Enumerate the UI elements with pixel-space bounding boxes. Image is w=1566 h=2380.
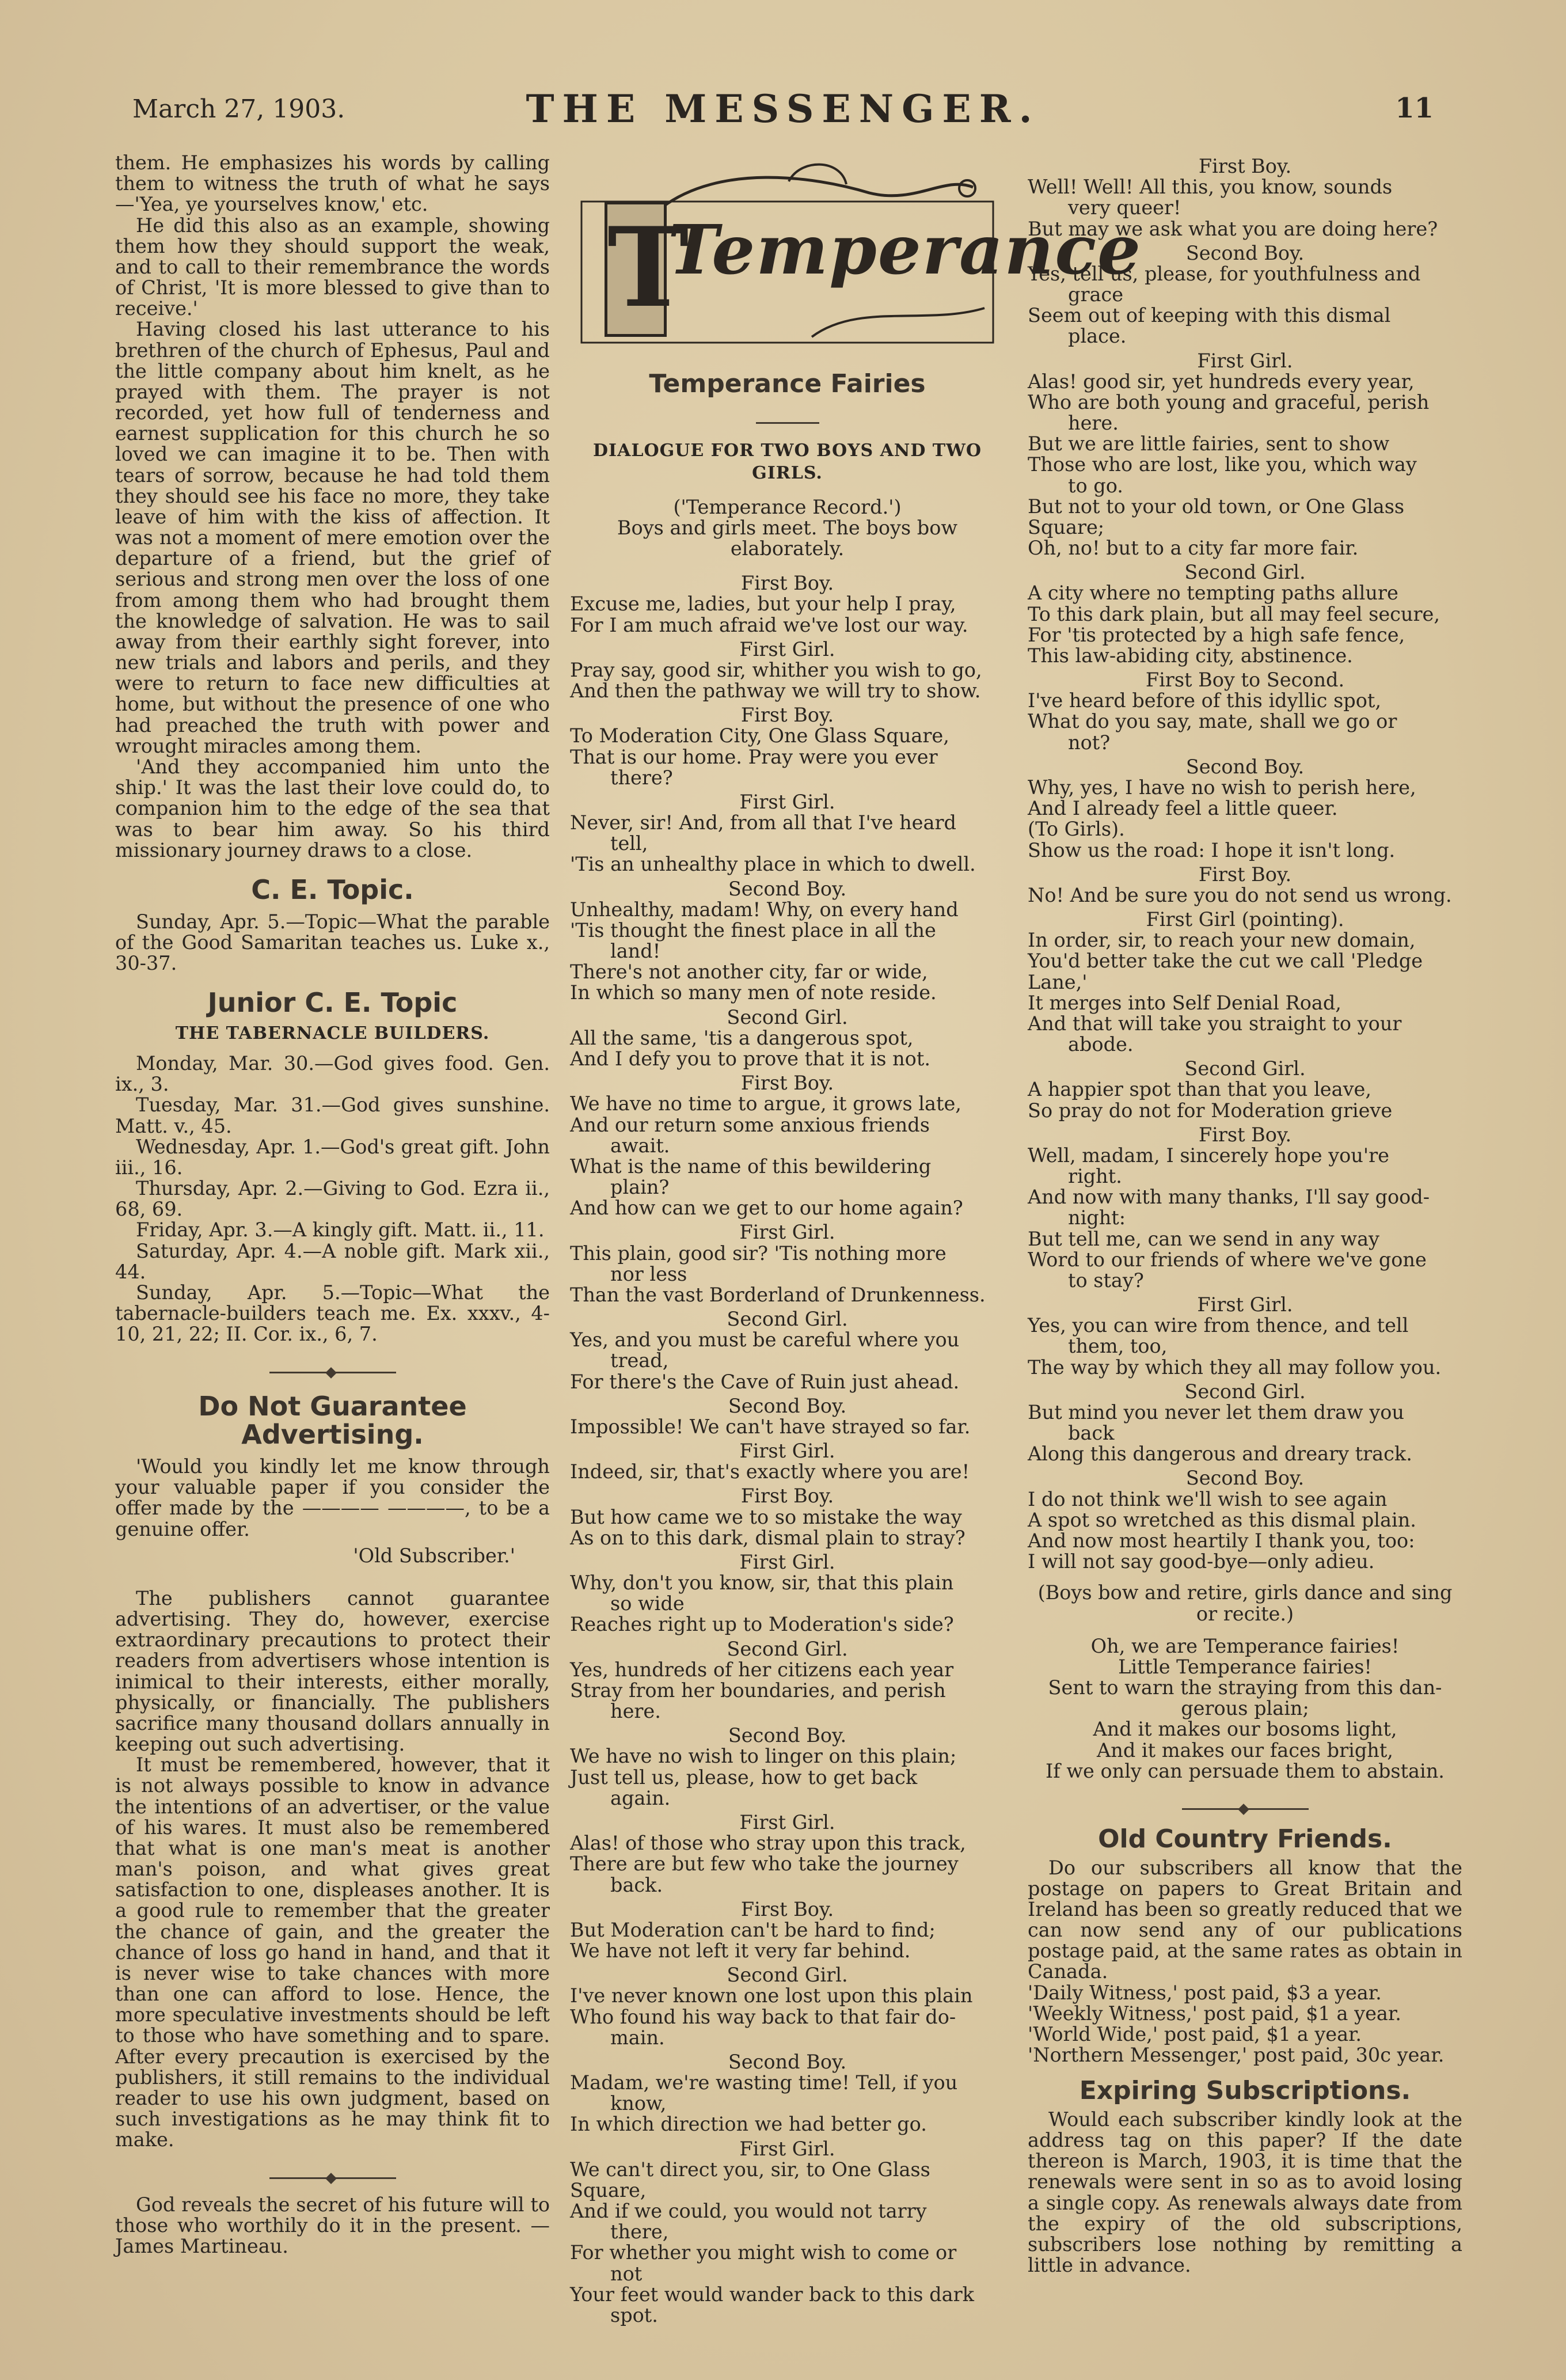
speaker-name: Second Boy. bbox=[728, 1724, 847, 1747]
song-line: If we only can persuade them to abstain. bbox=[1046, 1759, 1445, 1782]
dialogue-title: Temperance Fairies bbox=[649, 369, 926, 398]
speaker-name: First Girl. bbox=[1197, 349, 1293, 372]
verse-line: Unhealthy, madam! Why, on every hand bbox=[570, 898, 959, 921]
spoken-lines bbox=[1028, 1489, 1462, 1573]
verse-line: In which direction we had better go. bbox=[570, 2113, 927, 2136]
verse-line: I've heard before of this idyllic spot, bbox=[1028, 689, 1382, 712]
verse-line: We have no wish to linger on this plain; bbox=[570, 1745, 957, 1768]
verse-line: Than the vast Borderland of Drunkenness. bbox=[570, 1283, 986, 1306]
verse-line: And if we could, you would not tarry bbox=[570, 2200, 927, 2223]
speaker-name: First Girl. bbox=[739, 1221, 835, 1244]
verse-line: nor less bbox=[610, 1262, 687, 1285]
topic-item: Monday, Mar. 30.—God gives food. Gen. ix., 3. bbox=[115, 1052, 550, 1096]
verse-line: I do not think we'll wish to see again bbox=[1028, 1487, 1388, 1510]
verse-line: This law-abiding city, abstinence. bbox=[1028, 644, 1353, 667]
topic-item: Saturday, Apr. 4.—A noble gift. Mark xii., 44. bbox=[115, 1239, 550, 1283]
newspaper-title: THE MESSENGER. bbox=[526, 86, 1040, 131]
verse-line: In which so many men of note reside. bbox=[570, 981, 937, 1004]
verse-line: Madam, we're wasting time! Tell, if you bbox=[570, 2071, 958, 2094]
verse-line: But we are little fairies, sent to show bbox=[1028, 432, 1390, 455]
speaker-name: Second Boy. bbox=[728, 877, 847, 900]
verse-line: grace bbox=[1068, 283, 1124, 306]
verse-line: There are but few who take the journey bbox=[570, 1853, 959, 1876]
speaker-name: Second Girl. bbox=[727, 1637, 848, 1660]
old-country-heading: Old Country Friends. bbox=[1098, 1824, 1392, 1854]
verse-line: 'Tis thought the finest place in all the bbox=[570, 918, 936, 942]
spoken-lines bbox=[570, 1507, 1005, 1548]
verse-line: night: bbox=[1068, 1206, 1126, 1229]
verse-line: Your feet would wander back to this dark bbox=[570, 2283, 974, 2306]
spoken-lines bbox=[570, 899, 1005, 1004]
spoken-lines bbox=[1028, 371, 1462, 559]
verse-line: here. bbox=[610, 1700, 661, 1723]
spoken-lines bbox=[1028, 1315, 1462, 1378]
verse-line: And then the pathway we will try to show. bbox=[570, 680, 981, 703]
spoken-lines bbox=[1028, 777, 1462, 861]
speaker-name: First Girl. bbox=[739, 2137, 835, 2160]
expiring-text: Would each subscriber kindly look at the address tag on this paper? If the date thereon is March, 1903, it is time that the renewals were sent in so as to avoid losing a single copy. As renewals always date from the expiry of the old subscriptions, subscribers lose nothing by remitting a little in advance. bbox=[1028, 2108, 1462, 2277]
spoken-lines bbox=[570, 1462, 1005, 1482]
verse-line: there, bbox=[610, 2220, 669, 2244]
speaker-name: Second Boy. bbox=[1185, 755, 1305, 778]
stage-direction: Boys and girls meet. The boys bow elaborately. bbox=[617, 516, 958, 560]
song-line: gerous plain; bbox=[1181, 1697, 1309, 1720]
verse-line: We can't direct you, sir, to One Glass bbox=[570, 2158, 930, 2181]
verse-line: And how can we get to our home again? bbox=[570, 1197, 963, 1220]
verse-line: abode. bbox=[1068, 1033, 1134, 1056]
speaker-name: First Girl. bbox=[739, 790, 835, 813]
speaker-name: Second Girl. bbox=[727, 1964, 848, 1987]
verse-line: very queer! bbox=[1068, 196, 1181, 219]
speaker-name: Second Girl. bbox=[1184, 1057, 1306, 1080]
verse-line: there? bbox=[610, 766, 673, 789]
verse-line: And I already feel a little queer. bbox=[1028, 797, 1338, 820]
spoken-lines bbox=[1028, 264, 1462, 347]
spoken-lines bbox=[570, 1243, 1005, 1306]
song-line: Little Temperance fairies! bbox=[1118, 1655, 1372, 1678]
letter-signature: 'Old Subscriber.' bbox=[353, 1544, 515, 1567]
spoken-lines bbox=[570, 1986, 1005, 2048]
verse-line: But not to your old town, or One Glass bbox=[1028, 495, 1405, 518]
verse-line: And that will take you straight to your bbox=[1028, 1012, 1402, 1035]
verse-line: To Moderation City, One Glass Square, bbox=[570, 724, 949, 747]
verse-line: main. bbox=[610, 2026, 665, 2049]
verse-line: again. bbox=[610, 1786, 671, 1809]
spoken-lines bbox=[1028, 1079, 1462, 1121]
verse-line: It merges into Self Denial Road, bbox=[1028, 991, 1341, 1014]
verse-line: Well, madam, I sincerely hope you're bbox=[1028, 1144, 1389, 1167]
verse-line: You'd better take the cut we call 'Pledge bbox=[1028, 950, 1423, 973]
verse-line: And now most heartily I thank you, too: bbox=[1028, 1529, 1415, 1552]
spoken-lines bbox=[570, 594, 1005, 635]
speaker-name: Second Boy. bbox=[1185, 1467, 1305, 1490]
verse-line: here. bbox=[1068, 412, 1119, 435]
verse-line: Why, don't you know, sir, that this plain bbox=[570, 1572, 954, 1595]
song-line: Sent to warn the straying from this dan- bbox=[1048, 1676, 1442, 1699]
verse-line: Yes, you can wire from thence, and tell bbox=[1028, 1314, 1409, 1337]
verse-line: spot. bbox=[610, 2303, 658, 2326]
verse-line: And our return some anxious friends bbox=[570, 1113, 930, 1136]
dialogue-lines-continued bbox=[1028, 156, 1462, 1572]
article-paragraph: He did this also as an example, showing them how they should support the weak, and to call to their remembrance the words of Christ, 'It is more blessed to give than to receive.' bbox=[115, 214, 550, 320]
speaker-name: Second Girl. bbox=[727, 1308, 848, 1331]
verse-line: What is the name of this bewildering bbox=[570, 1155, 932, 1178]
advertising-paragraph: The publishers cannot guarantee advertising. They do, however, exercise extraordinary precautions to protect their readers from advertisers whose intention is inimical to their interests, either morally, physically, or financially. The publishers sacrifice many thousand dollars annually in keeping out such advertising. bbox=[115, 1586, 550, 1756]
verse-line: I will not say good-bye—only adieu. bbox=[1028, 1550, 1375, 1573]
verse-line: For 'tis protected by a high safe fence, bbox=[1028, 623, 1405, 646]
verse-line: There's not another city, far or wide, bbox=[570, 961, 928, 984]
speaker-name: Second Boy. bbox=[1185, 241, 1305, 264]
verse-line: Yes, hundreds of her citizens each year bbox=[570, 1658, 954, 1681]
verse-line: So pray do not for Moderation grieve bbox=[1028, 1099, 1393, 1122]
verse-line: Show us the road: I hope it isn't long. bbox=[1028, 838, 1396, 861]
verse-line: In order, sir, to reach your new domain, bbox=[1028, 929, 1416, 952]
verse-line: to stay? bbox=[1068, 1269, 1144, 1292]
dialogue-subtitle: DIALOGUE FOR TWO BOYS AND TWO GIRLS. bbox=[593, 440, 982, 483]
verse-line: right. bbox=[1068, 1165, 1122, 1188]
verse-line: tell, bbox=[610, 832, 648, 855]
speaker-name: Second Girl. bbox=[727, 1005, 848, 1028]
verse-line: Pray say, good sir, whither you wish to go, bbox=[570, 658, 982, 681]
spoken-lines bbox=[570, 813, 1005, 875]
verse-line: Reaches right up to Moderation's side? bbox=[570, 1613, 954, 1636]
junior-ce-heading: Junior C. E. Topic bbox=[207, 987, 458, 1019]
verse-line: What do you say, mate, shall we go or bbox=[1028, 710, 1397, 733]
column-right bbox=[1028, 153, 1462, 2276]
speaker-name: First Boy. bbox=[740, 704, 834, 727]
article-paragraph: them. He emphasizes his words by calling them to witness the truth of what he says—'Yea, ye yourselves know,' etc. bbox=[115, 151, 550, 216]
verse-line: That is our home. Pray were you ever bbox=[570, 745, 938, 768]
verse-line: Well! Well! All this, you know, sounds bbox=[1028, 176, 1393, 199]
spoken-lines bbox=[570, 660, 1005, 701]
speaker-name: First Girl. bbox=[739, 637, 835, 661]
verse-line: But tell me, can we send in any way bbox=[1028, 1227, 1379, 1250]
spoken-lines bbox=[570, 1028, 1005, 1069]
spoken-lines bbox=[570, 1746, 1005, 1809]
verse-line: so wide bbox=[610, 1592, 685, 1615]
banner-word: Temperance bbox=[668, 210, 1142, 290]
spoken-lines bbox=[570, 1573, 1005, 1635]
spoken-lines bbox=[1028, 1145, 1462, 1291]
spoken-lines bbox=[570, 1660, 1005, 1722]
verse-line: await. bbox=[610, 1134, 670, 1157]
verse-line: land! bbox=[610, 940, 661, 963]
dialogue-lines bbox=[570, 573, 1005, 2326]
advertising-heading: Do Not Guarantee Advertising. bbox=[198, 1390, 467, 1451]
verse-line: Yes, tell us, please, for youthfulness and bbox=[1028, 262, 1421, 285]
verse-line: Stray from her boundaries, and perish bbox=[570, 1679, 946, 1702]
verse-line: (To Girls). bbox=[1028, 818, 1125, 841]
drop-cap-t-icon: T bbox=[605, 202, 667, 337]
speaker-name: First Girl. bbox=[1197, 1293, 1293, 1316]
topic-item: Tuesday, Mar. 31.—God gives sunshine. Matt. v., 45. bbox=[115, 1094, 550, 1137]
spoken-lines bbox=[570, 1330, 1005, 1392]
article-paragraph: Having closed his last utterance to his brethren of the church of Ephesus, Paul and the little company about him knelt, as he prayed with them. The prayer is not recorded, yet how full of tenderness and earnest supplication for this church he so loved we can imagine it to be. Then with tears of sorrow, because he had told them they should see his face no more, they take leave of him with the kiss of affection. It was not a moment of mere emotion over the departure of a friend, but the grief of serious and strong men over the loss of one from among them who had brought them the knowledge of salvation. He was to sail away from their earthly sight forever, into new trials and labors and perils, and they were to return to face new difficulties at home, but without the presence of one who had preached the truth with power and wrought miracles among them. bbox=[115, 318, 550, 757]
speaker-name: First Boy. bbox=[1198, 863, 1292, 886]
ce-topic-text: Sunday, Apr. 5.—Topic—What the parable of the Good Samaritan teaches us. Luke x., 30-37. bbox=[115, 910, 550, 974]
price-line: 'Daily Witness,' post paid, $3 a year. bbox=[1028, 1981, 1382, 2004]
column-left bbox=[115, 153, 550, 2257]
topic-item: Sunday, Apr. 5.—Topic—What the tabernacle-builders teach me. Ex. xxxv., 4-10, 21, 22; II. Cor. ix., 6, 7. bbox=[115, 1281, 550, 1346]
speaker-name: First Boy. bbox=[740, 1485, 834, 1508]
speaker-name: Second Girl. bbox=[1184, 1380, 1306, 1403]
price-line: 'Weekly Witness,' post paid, $1 a year. bbox=[1028, 2002, 1401, 2025]
verse-line: But mind you never let them draw you bbox=[1028, 1400, 1404, 1424]
advertising-paragraph: It must be remembered, however, that it is not always possible to know in advance the intentions of an advertiser, or the value of his wares. It must also be remembered that what is one man's meat is another man's poison, and what gives great satisfaction to one, displeases another. It is a good rule to remember that the greater the chance of gain, and the greater the chance of loss go hand in hand, and that it is never wise to take chances with more than one can afford to lose. Hence, the more speculative investments should be left to those who have something and to spare. After every precaution is exercised by the publishers, it still remains to the individual reader to use his own judgment, based on such investigations as he may think fit to make. bbox=[115, 1753, 550, 2151]
spoken-lines bbox=[570, 1094, 1005, 1219]
verse-line: Seem out of keeping with this dismal bbox=[1028, 304, 1391, 327]
verse-line: Who found his way back to that fair do- bbox=[570, 2005, 956, 2028]
masthead bbox=[132, 86, 1434, 144]
verse-line: not? bbox=[1068, 731, 1111, 754]
verse-line: know, bbox=[610, 2092, 667, 2115]
spoken-lines bbox=[570, 2072, 1005, 2135]
spoken-lines bbox=[570, 1920, 1005, 1961]
speaker-name: First Boy. bbox=[740, 1072, 834, 1095]
verse-line: And now with many thanks, I'll say good- bbox=[1028, 1186, 1430, 1209]
verse-line: A city where no tempting paths allure bbox=[1028, 582, 1398, 605]
speaker-name: First Boy to Second. bbox=[1145, 669, 1345, 692]
verse-line: A spot so wretched as this dismal plain. bbox=[1028, 1508, 1416, 1531]
verse-line: No! And be sure you do not send us wrong. bbox=[1028, 883, 1452, 906]
ce-topic-heading: C. E. Topic. bbox=[251, 874, 414, 905]
spoken-lines bbox=[1028, 690, 1462, 753]
song-line: Oh, we are Temperance fairies! bbox=[1090, 1634, 1400, 1657]
topic-item: Friday, Apr. 3.—A kingly gift. Matt. ii., 11. bbox=[136, 1219, 545, 1242]
spoken-lines bbox=[570, 726, 1005, 788]
verse-line: place. bbox=[1068, 325, 1127, 348]
song-line: And it makes our bosoms light, bbox=[1093, 1718, 1397, 1741]
verse-line: them, too, bbox=[1068, 1335, 1168, 1358]
verse-line: For I am much afraid we've lost our way. bbox=[570, 613, 968, 636]
spoken-lines bbox=[1028, 885, 1462, 906]
verse-line: A happier spot than that you leave, bbox=[1028, 1078, 1371, 1101]
spoken-lines bbox=[570, 2159, 1005, 2326]
verse-line: not bbox=[610, 2262, 643, 2285]
dialogue-source: ('Temperance Record.') bbox=[673, 495, 902, 518]
verse-line: For whether you might wish to come or bbox=[570, 2241, 957, 2264]
spoken-lines bbox=[1028, 177, 1462, 240]
verse-line: This plain, good sir? 'Tis nothing more bbox=[570, 1242, 947, 1265]
speaker-name: First Boy. bbox=[1198, 155, 1292, 177]
verse-line: All the same, 'tis a dangerous spot, bbox=[570, 1026, 914, 1049]
junior-ce-subheading: THE TABERNACLE BUILDERS. bbox=[175, 1023, 490, 1043]
price-line: 'World Wide,' post paid, $1 a year. bbox=[1028, 2022, 1362, 2045]
verse-line: But may we ask what you are doing here? bbox=[1028, 217, 1438, 240]
verse-line: Yes, and you must be careful where you bbox=[570, 1328, 960, 1352]
speaker-name: First Boy. bbox=[1198, 1123, 1292, 1146]
verse-line: back bbox=[1068, 1422, 1115, 1445]
verse-line: Just tell us, please, how to get back bbox=[570, 1766, 918, 1789]
verse-line: Who are both young and graceful, perish bbox=[1028, 390, 1430, 413]
speaker-name: First Boy. bbox=[740, 572, 834, 595]
topic-item: Thursday, Apr. 2.—Giving to God. Ezra ii., 68, 69. bbox=[115, 1177, 550, 1221]
verse-line: 'Tis an unhealthy place in which to dwell. bbox=[570, 853, 976, 876]
verse-line: Lane,' bbox=[1028, 970, 1088, 993]
spoken-lines bbox=[1028, 1402, 1462, 1465]
verse-line: Alas! of those who stray upon this track, bbox=[570, 1832, 966, 1855]
verse-line: Oh, no! but to a city far more fair. bbox=[1028, 537, 1359, 560]
verse-line: And I defy you to prove that it is not. bbox=[570, 1047, 930, 1070]
verse-line: Along this dangerous and dreary track. bbox=[1028, 1443, 1412, 1466]
verse-line: Never, sir! And, from all that I've heard bbox=[570, 811, 956, 834]
verse-line: to go. bbox=[1068, 474, 1123, 497]
section-divider bbox=[1028, 1793, 1462, 1814]
old-country-text: Do our subscribers all know that the postage on papers to Great Britain and Ireland has been so greatly reduced that we can now send any of our publications postage paid, at the same rates as obtain in Canada. bbox=[1028, 1856, 1462, 1983]
spoken-lines bbox=[570, 1417, 1005, 1437]
expiring-heading: Expiring Subscriptions. bbox=[1079, 2076, 1411, 2106]
closing-stage-direction: (Boys bow and retire, girls dance and sing or recite.) bbox=[1037, 1581, 1453, 1625]
verse-line: back. bbox=[610, 1873, 663, 1896]
verse-line: Square, bbox=[570, 2178, 647, 2201]
spoken-lines bbox=[1028, 930, 1462, 1055]
martineau-quote: God reveals the secret of his future will to those who worthily do it in the present. —James Martineau. bbox=[115, 2193, 550, 2258]
page-number: 11 bbox=[1395, 92, 1434, 124]
speaker-name: First Girl (pointing). bbox=[1146, 908, 1344, 931]
speaker-name: First Boy. bbox=[740, 1897, 834, 1920]
verse-line: plain? bbox=[610, 1176, 670, 1199]
section-divider bbox=[115, 1357, 550, 1377]
verse-line: Those who are lost, like you, which way bbox=[1028, 453, 1417, 476]
verse-line: The way by which they all may follow you. bbox=[1028, 1356, 1442, 1379]
verse-line: But how came we to so mistake the way bbox=[570, 1505, 962, 1528]
section-divider bbox=[115, 2162, 550, 2183]
issue-date: March 27, 1903. bbox=[132, 94, 345, 124]
spoken-lines bbox=[570, 1833, 1005, 1896]
speaker-name: Second Boy. bbox=[728, 2050, 847, 2073]
verse-line: We have no time to argue, it grows late, bbox=[570, 1092, 961, 1115]
verse-line: For there's the Cave of Ruin just ahead. bbox=[570, 1370, 960, 1393]
price-line: 'Northern Messenger,' post paid, 30c year. bbox=[1028, 2044, 1445, 2067]
article-paragraph: 'And they accompanied him unto the ship.' It was the last their love could do, to companion him to the edge of the sea that was to bear him away. So his third missionary journey draws to a close. bbox=[115, 755, 550, 861]
fairies-song bbox=[1028, 1636, 1462, 1782]
verse-line: Indeed, sir, that's exactly where you are! bbox=[570, 1460, 970, 1483]
verse-line: Why, yes, I have no wish to perish here, bbox=[1028, 776, 1416, 799]
verse-line: Square; bbox=[1028, 515, 1105, 538]
reader-letter: 'Would you kindly let me know through your valuable paper if you consider the offer made by the ———— ————, to be a genuine offer. bbox=[115, 1455, 550, 1540]
verse-line: Word to our friends of where we've gone bbox=[1028, 1248, 1427, 1271]
speaker-name: First Girl. bbox=[739, 1811, 835, 1834]
speaker-name: First Girl. bbox=[739, 1440, 835, 1463]
short-rule bbox=[570, 407, 1005, 428]
verse-line: Impossible! We can't have strayed so far. bbox=[570, 1415, 971, 1438]
verse-line: To this dark plain, but all may feel secure, bbox=[1028, 602, 1440, 625]
speaker-name: Second Boy. bbox=[728, 1394, 847, 1417]
verse-line: tread, bbox=[610, 1349, 669, 1372]
song-line: And it makes our faces bright, bbox=[1097, 1738, 1393, 1762]
spoken-lines bbox=[1028, 583, 1462, 666]
verse-line: As on to this dark, dismal plain to stray? bbox=[570, 1526, 966, 1549]
verse-line: But Moderation can't be hard to find; bbox=[570, 1918, 936, 1941]
verse-line: Alas! good sir, yet hundreds every year, bbox=[1028, 370, 1415, 393]
speaker-name: Second Girl. bbox=[1184, 561, 1306, 584]
verse-line: Excuse me, ladies, but your help I pray, bbox=[570, 593, 956, 616]
verse-line: We have not left it very far behind. bbox=[570, 1939, 911, 1963]
topic-item: Wednesday, Apr. 1.—God's great gift. John iii., 16. bbox=[115, 1135, 550, 1179]
speaker-name: First Girl. bbox=[739, 1550, 835, 1573]
verse-line: I've never known one lost upon this plain bbox=[570, 1984, 973, 2007]
